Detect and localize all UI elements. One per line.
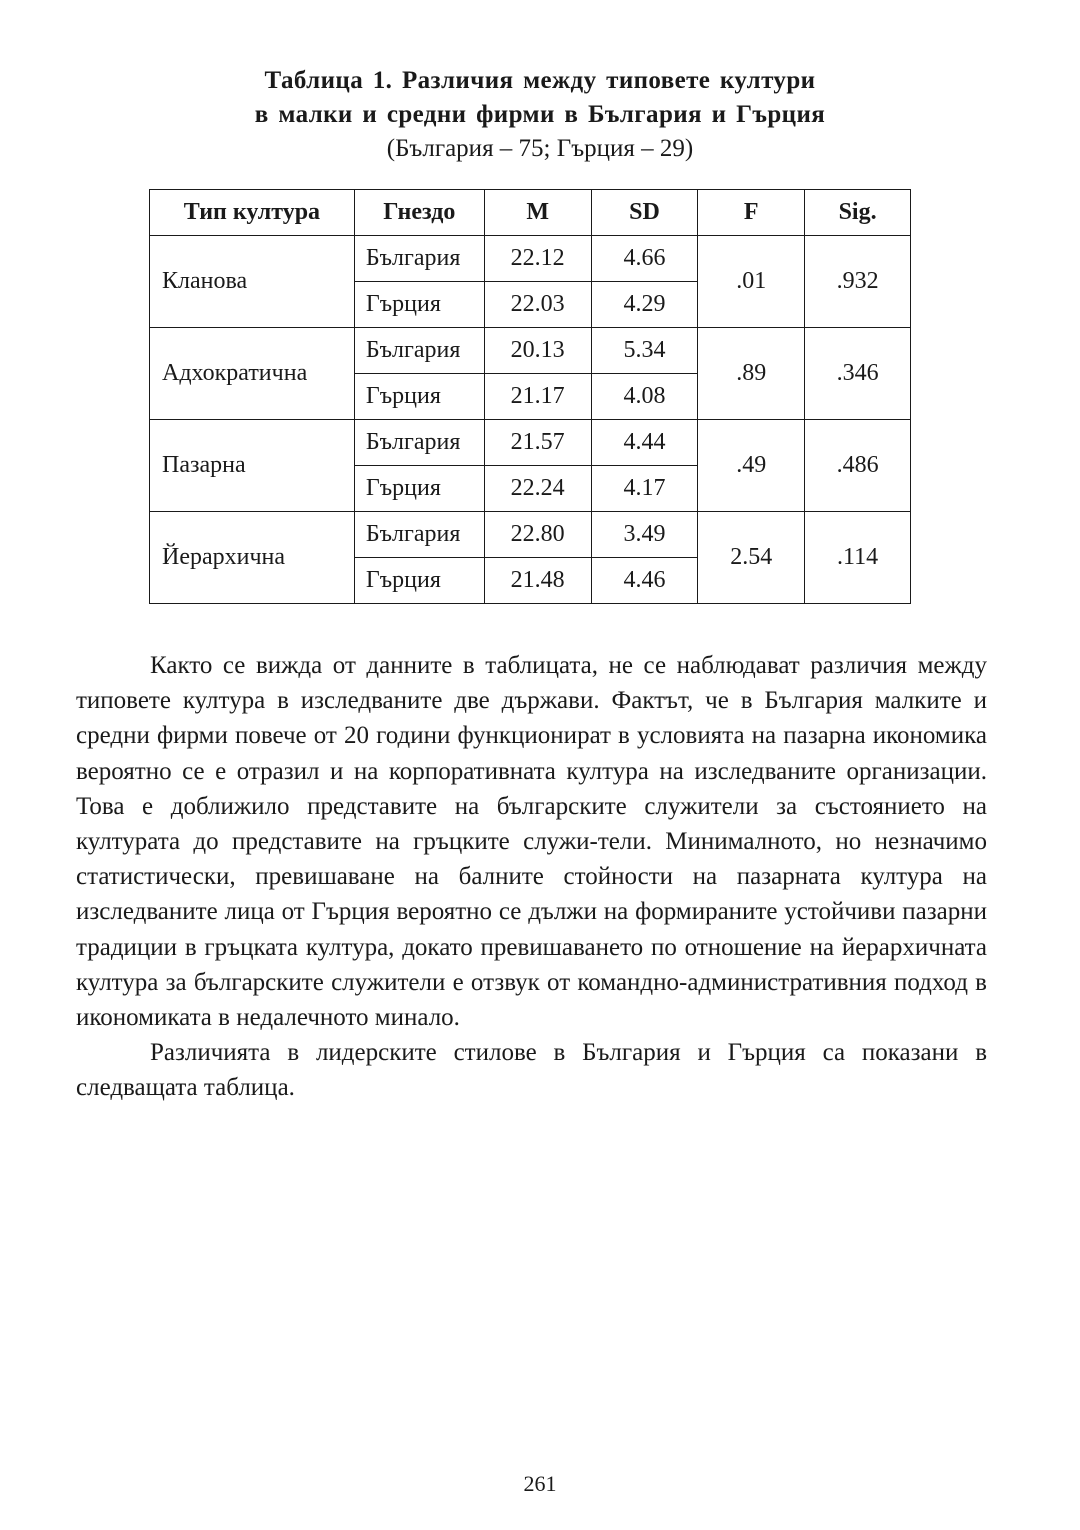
mean-cell: 20.13	[484, 328, 591, 374]
caption-title-line-2: в малки и средни фирми в България и Гърция	[254, 101, 826, 128]
sd-cell: 4.44	[591, 420, 698, 466]
mean-cell: 21.48	[484, 558, 591, 604]
mean-cell: 21.17	[484, 374, 591, 420]
nest-cell: Гърция	[354, 466, 484, 512]
header-sig: Sig.	[805, 190, 911, 236]
sd-cell: 4.17	[591, 466, 698, 512]
culture-type-cell: Йерархична	[150, 512, 355, 604]
nest-cell: България	[354, 328, 484, 374]
culture-type-cell: Пазарна	[150, 420, 355, 512]
culture-differences-table	[149, 189, 911, 604]
f-cell: .01	[698, 236, 805, 328]
nest-cell: Гърция	[354, 282, 484, 328]
header-f: F	[698, 190, 805, 236]
table-row	[150, 420, 911, 466]
nest-cell: Гърция	[354, 558, 484, 604]
header-mean: M	[484, 190, 591, 236]
table-row	[150, 512, 911, 558]
f-cell: .49	[698, 420, 805, 512]
mean-cell: 22.03	[484, 282, 591, 328]
mean-cell: 22.80	[484, 512, 591, 558]
header-nest: Гнездо	[354, 190, 484, 236]
sd-cell: 4.46	[591, 558, 698, 604]
sig-cell: .346	[805, 328, 911, 420]
body-text	[76, 648, 987, 1106]
sd-cell: 4.08	[591, 374, 698, 420]
paragraph: Както се вижда от данните в таблицата, не се наблюдават различия между типовете култура в изследваните две държави. Фактът, че в България малките и средни фирми повече от 20 години функционират в условията на пазарна икономика вероятно се е отразил и на корпоративната култура на изследваните организации. Това е доближило представите на българските служители за състоянието на културата до представите на гръцките служи-тели. Минималното, но незначимо статистически, превишаване на балните стойности на пазарната култура на изследваните лица от Гърция вероятно се дължи на формираните устойчиви пазарни традиции в гръцката култура, докато превишаването по отношение на йерархичната култура за българските служители е отзвук от командно-административния подход в икономиката в недалечното минало.	[76, 652, 987, 1032]
nest-cell: България	[354, 420, 484, 466]
header-sd: SD	[591, 190, 698, 236]
mean-cell: 22.12	[484, 236, 591, 282]
sig-cell: .114	[805, 512, 911, 604]
table-row	[150, 236, 911, 282]
sig-cell: .932	[805, 236, 911, 328]
culture-type-cell: Кланова	[150, 236, 355, 328]
culture-type-cell: Адхократична	[150, 328, 355, 420]
nest-cell: Гърция	[354, 374, 484, 420]
table-caption	[0, 64, 1080, 166]
f-cell: 2.54	[698, 512, 805, 604]
sd-cell: 4.66	[591, 236, 698, 282]
table-row	[150, 328, 911, 374]
f-cell: .89	[698, 328, 805, 420]
sd-cell: 3.49	[591, 512, 698, 558]
nest-cell: България	[354, 236, 484, 282]
paragraph: Различията в лидерските стилове в България и Гърция са показани в следващата таблица.	[76, 1039, 987, 1102]
mean-cell: 21.57	[484, 420, 591, 466]
sig-cell: .486	[805, 420, 911, 512]
nest-cell: България	[354, 512, 484, 558]
mean-cell: 22.24	[484, 466, 591, 512]
sd-cell: 5.34	[591, 328, 698, 374]
sd-cell: 4.29	[591, 282, 698, 328]
caption-title-line-1: Таблица 1. Различия между типовете култури	[264, 67, 816, 94]
table-header-row	[150, 190, 911, 236]
page-number: 261	[523, 1471, 557, 1496]
caption-sample-sizes: (България – 75; Гърция – 29)	[386, 135, 694, 162]
header-culture-type: Тип култура	[150, 190, 355, 236]
